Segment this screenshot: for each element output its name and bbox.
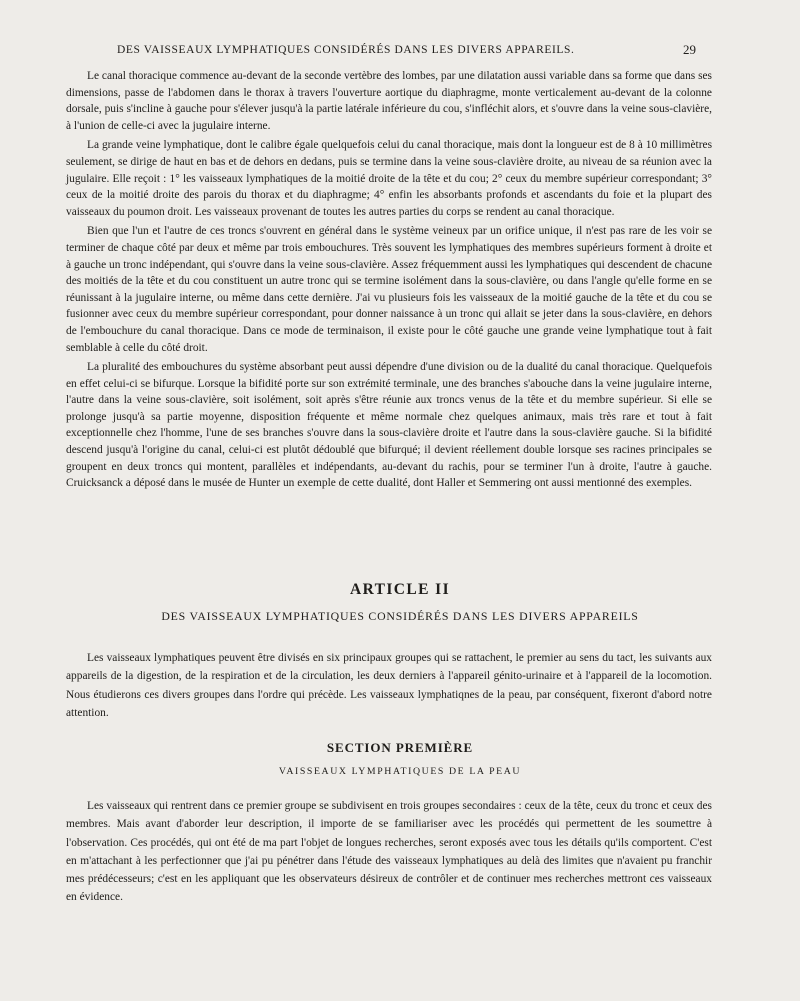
section-heading: SECTION PREMIÈRE xyxy=(326,740,474,755)
paragraph-plurality: La pluralité des embouchures du système absorbant peut aussi dépendre d'une division ou de la dualité du canal thoracique. Quelquefois en effet celui-ci se bifurque. Lorsque la bifidité porte sur son extrémité terminale, une des branches s'abouche dans la veine jugulaire interne, l'autre dans la veine sous-clavière, soit isolément, soit après s'être réunie aux troncs venus de la tête et du membre supérieur. Si elle se prolonge jusqu'à sa partie moyenne, disposition fréquente et même normale chez quelques animaux, mais très rare et tout à fait exceptionnelle chez l'homme, l'une de ses branches s'ouvre dans la sous-clavière droite et l'autre dans la sous-clavière gauche. Si la bifidité descend jusqu'à l'origine du canal, celui-ci est plutôt dédoublé que bifurqué; il devient réellement double lorsque ses racines principales se groupent en deux troncs qui montent, parallèles et indépendants, au-devant du rachis, pour se terminer l'un à droite, l'autre à gauche. Cruicksanck a déposé dans le musée de Hunter un exemple de cette dualité, dont Haller et Semmering ont aussi mentionné des exemples. xyxy=(66,361,712,490)
running-head: DES VAISSEAUX LYMPHATIQUES CONSIDÉRÉS DANS LES DIVERS APPAREILS. xyxy=(117,44,575,56)
paragraph-terminations: Bien que l'un et l'autre de ces troncs s'ouvrent en général dans le système veineux par un orifice unique, il n'est pas rare de les voir se terminer de chaque côté par deux et même par trois embouchures. Très souvent les lymphatiques des membres supérieurs forment à droite et à gauche un tronc indépendant, qui s'ouvre dans la veine sous-clavière. Assez fréquemment aussi les lymphatiques qui descendent de chacune des moitiés de la tête et du cou constituent un autre tronc qui se termine isolément dans la sous-clavière, ou dans l'angle qu'elle forme en se réunissant à la jugulaire interne, ou même dans cette dernière. J'ai vu plusieurs fois les vaisseaux de la moitié gauche de la tête et du cou se fusionner avec ceux du membre supérieur correspondant, pour donner naissance à un tronc qui allait se jeter dans la sous-clavière, en dehors de l'embouchure du canal thoracique. Dans ce mode de terminaison, il existe pour le côté gauche une grande veine lymphatique tout à fait semblable à celle du côté droit. xyxy=(66,225,712,354)
paragraph-thoracic-duct: Le canal thoracique commence au-devant de la seconde vertèbre des lombes, par une dilatation aussi variable dans sa forme que dans ses dimensions, passe de l'abdomen dans le thorax à travers l'ouverture aortique du diaphragme, monte verticalement au-devant de la colonne dorsale, puis s'incline à gauche pour s'élever jusqu'à la partie latérale inférieure du cou, s'infléchit alors, et s'ouvre dans la veine sous-clavière, à l'union de celle-ci avec la jugulaire interne. xyxy=(66,70,712,132)
paragraph-great-lymphatic-vein: La grande veine lymphatique, dont le calibre égale quelquefois celui du canal thoracique, mais dont la longueur est de 8 à 10 millimètres seulement, se dirige de haut en bas et de dehors en dedans, puis se termine dans la veine sous-clavière droite, au niveau de sa réunion avec la jugulaire. Elle reçoit : 1° les vaisseaux lymphatiques de la moitié droite de la tête et du cou; 2° ceux du membre supérieur correspondant; 3° ceux de la moitié droite des parois du thorax et du diaphragme; 4° enfin les absorbants profonds et ascendants du foie et la plupart des vaisseaux du poumon droit. Les vaisseaux provenant de toutes les autres parties du corps se rendent au canal thoracique. xyxy=(66,139,712,218)
section-body xyxy=(66,797,712,910)
paragraph-article-intro: Les vaisseaux lymphatiques peuvent être divisés en six principaux groupes qui se rattachent, le premier au sens du tact, les suivants aux appareils de la digestion, de la respiration et de la circulation, les deux derniers à l'appareil génito-urinaire et à l'appareil de la locomotion. Nous étudierons ces divers groupes dans l'ordre qui précède. Les vaisseaux lymphatiqnes de la peau, par conséquent, fixeront d'abord notre attention. xyxy=(66,652,712,720)
article-body xyxy=(66,649,712,726)
article-subheading: DES VAISSEAUX LYMPHATIQUES CONSIDÉRÉS DANS LES DIVERS APPAREILS xyxy=(161,609,639,623)
article-heading: ARTICLE II xyxy=(349,581,451,598)
body-text-block xyxy=(66,68,712,495)
paragraph-section-intro: Les vaisseaux qui rentrent dans ce premier groupe se subdivisent en trois groupes secondaires : ceux de la tête, ceux du tronc et ceux des membres. Mais avant d'aborder leur description, il importe de se familiariser avec les procédés qui permettent de les soumettre à l'observation. Ces procédés, qui ont été de ma part l'objet de longues recherches, seront exposés avec tous les détails qu'ils comportent. C'est en m'attachant à les perfectionner que j'ai pu pénétrer dans l'étude des vaisseaux lymphatiques au delà des limites que n'avaient pu franchir mes prédécesseurs; c'est en les appliquant que les observateurs désireux de contrôler et de continuer mes recherches mettront ces vaisseaux en évidence. xyxy=(66,800,712,904)
page-number: 29 xyxy=(683,42,696,57)
section-subheading: VAISSEAUX LYMPHATIQUES DE LA PEAU xyxy=(278,766,522,777)
